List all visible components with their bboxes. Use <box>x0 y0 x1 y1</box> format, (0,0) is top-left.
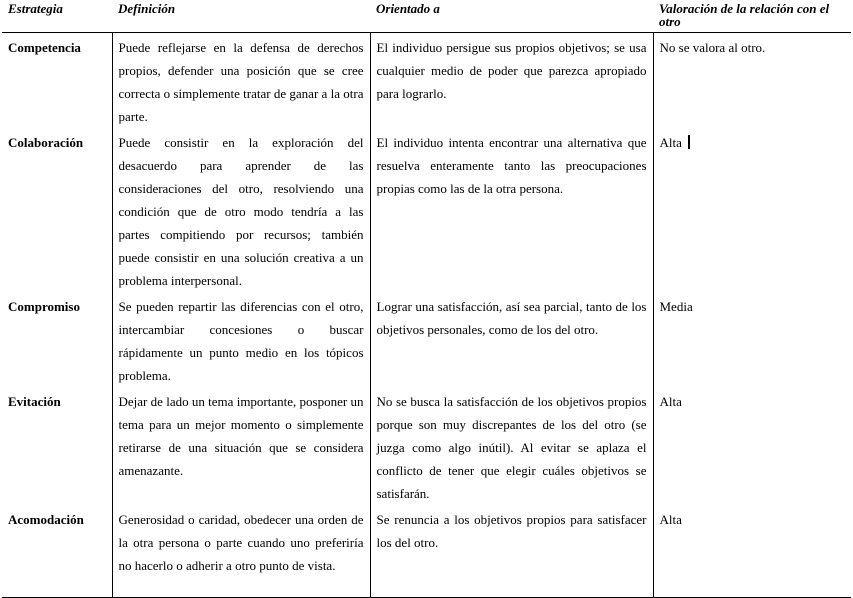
valuation-cell: Alta <box>653 387 851 505</box>
table-row <box>2 33 851 129</box>
header-row <box>2 0 851 33</box>
oriented-cell: El individuo persigue sus propios objetivos; se usa cualquier medio de poder que parezca apropiado para lograrlo. <box>370 33 653 129</box>
definition-cell: Dejar de lado un tema importante, posponer un tema para un mejor momento o simplemente retirarse de una situación que se considera amenazante. <box>112 387 370 505</box>
definition-cell: Se pueden repartir las diferencias con el otro, intercambiar concesiones o buscar rápidamente un punto medio en los tópicos problema. <box>112 292 370 387</box>
valuation-cell: Media <box>653 292 851 387</box>
strategy-cell: Compromiso <box>8 299 80 314</box>
text-cursor <box>688 135 690 149</box>
definition-cell: Generosidad o caridad, obedecer una orden de la otra persona o parte cuando uno preferiría no hacerlo o adherir a otro punto de vista. <box>112 505 370 598</box>
valuation-cell: Alta <box>653 505 851 598</box>
header-definition: Definición <box>112 0 370 33</box>
table-row <box>2 292 851 387</box>
oriented-cell: Lograr una satisfacción, así sea parcial, tanto de los objetivos personales, como de los del otro. <box>370 292 653 387</box>
valuation-cell: No se valora al otro. <box>653 33 851 129</box>
strategy-cell: Colaboración <box>8 135 84 150</box>
table-row <box>2 505 851 598</box>
oriented-cell: Se renuncia a los objetivos propios para satisfacer los del otro. <box>370 505 653 598</box>
strategy-cell: Competencia <box>8 40 81 55</box>
oriented-cell: No se busca la satisfacción de los objetivos propios porque son muy discrepantes de los del otro (se juzga como algo inútil). Al evitar se aplaza el conflicto de tener que elegir cuáles objetivos se satisfarán. <box>370 387 653 505</box>
definition-cell: Puede reflejarse en la defensa de derechos propios, defender una posición que se cree correcta o simplemente tratar de ganar a la otra parte. <box>112 33 370 129</box>
strategy-cell: Evitación <box>8 394 61 409</box>
strategy-cell: Acomodación <box>2 505 112 598</box>
table-row <box>2 387 851 505</box>
table-row <box>2 128 851 292</box>
valuation-cell[interactable] <box>653 128 851 292</box>
header-valuation: Valoración de la relación con el otro <box>653 0 851 33</box>
header-strategy: Estrategia <box>2 0 112 33</box>
strategies-table <box>2 0 851 598</box>
definition-cell: Puede consistir en la exploración del desacuerdo para aprender de las consideraciones del otro, resolviendo una condición que de otro modo tendría a las partes compitiendo por recursos; también puede consistir en una solución creativa a un problema interpersonal. <box>112 128 370 292</box>
oriented-cell: El individuo intenta encontrar una alternativa que resuelva enteramente tanto las preocupaciones propias como las de la otra persona. <box>370 128 653 292</box>
header-oriented: Orientado a <box>370 0 653 33</box>
valuation-text: Alta <box>659 135 682 150</box>
